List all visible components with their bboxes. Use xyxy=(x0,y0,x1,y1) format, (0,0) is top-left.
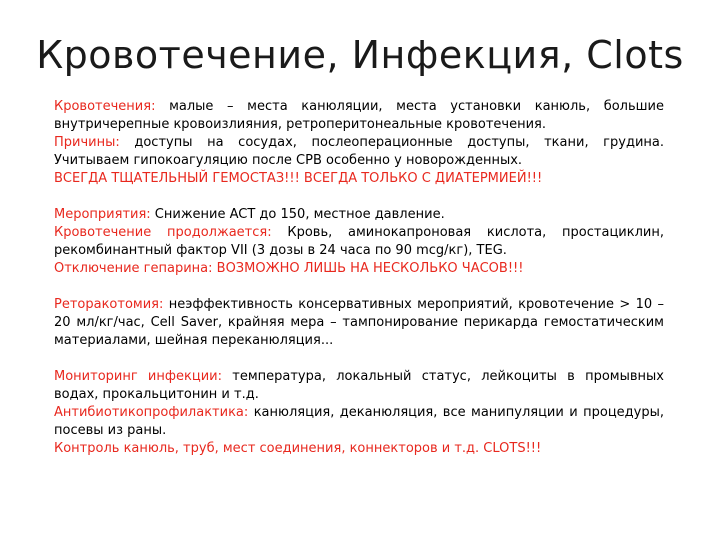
measures-text: Снижение ACT до 150, местное давление. xyxy=(150,207,445,222)
prophylaxis-text: канюляция, деканюляция, все манипуляции и процедуры, посевы из раны. xyxy=(54,405,664,438)
rethoracotomy-paragraph xyxy=(54,296,664,350)
heparin-label: Отключение гепарина: xyxy=(54,261,213,276)
infection-block xyxy=(54,368,664,458)
bleeding-block xyxy=(54,98,664,188)
prophylaxis-paragraph xyxy=(54,404,664,440)
causes-label: Причины: xyxy=(54,135,120,150)
measures-block xyxy=(54,206,664,278)
measures-paragraph xyxy=(54,206,664,224)
rethoracotomy-text: неэффективность консервативных мероприятий, кровотечение > 10 – 20 мл/кг/час, Cell Saver, крайняя мера – тампонирование перикарда гемостатическим материалами, шейная переканюляция... xyxy=(54,297,664,348)
measures-label: Мероприятия: xyxy=(54,207,151,222)
infection-monitoring-label: Мониторинг инфекции: xyxy=(54,369,222,384)
causes-text: доступы на сосудах, послеоперационные доступы, ткани, грудина. Учитываем гипокоагуляцию после CPB особенно у новорожденных. xyxy=(54,135,664,168)
bleeding-label: Кровотечения: xyxy=(54,99,156,114)
infection-monitoring-paragraph xyxy=(54,368,664,404)
continued-bleeding-text: Кровь, аминокапроновая кислота, простациклин, рекомбинантный фактор VII (3 дозы в 24 часа по 90 mcg/кг), TEG. xyxy=(54,225,664,258)
clots-control-paragraph: Контроль канюль, труб, мест соединения, коннекторов и т.д. CLOTS!!! xyxy=(54,441,542,456)
heparin-paragraph xyxy=(54,260,664,278)
slide-title: Кровотечение, Инфекция, Clots xyxy=(36,33,684,77)
bleeding-paragraph xyxy=(54,98,664,134)
continued-bleeding-paragraph xyxy=(54,224,664,260)
prophylaxis-label: Антибиотикопрофилактика: xyxy=(54,405,249,420)
bleeding-text: малые – места канюляции, места установки канюль, большие внутричерепные кровоизлияния, ретроперитонеальные кровотечения. xyxy=(54,99,664,132)
causes-paragraph xyxy=(54,134,664,170)
rethoracotomy-label: Рeторакотомия: xyxy=(54,297,164,312)
heparin-text: ВОЗМОЖНО ЛИШЬ НА НЕСКОЛЬКО ЧАСОВ!!! xyxy=(212,261,524,276)
continued-bleeding-label: Кровотечение продолжается: xyxy=(54,225,272,240)
hemostasis-warning: ВСЕГДА ТЩАТЕЛЬНЫЙ ГЕМОСТАЗ!!! ВСЕГДА ТОЛЬКО С ДИАТЕРМИЕЙ!!! xyxy=(54,171,543,186)
slide-content xyxy=(54,98,664,476)
infection-monitoring-text: температура, локальный статус, лейкоциты в промывных водах, прокальцитонин и т.д. xyxy=(54,369,664,402)
rethoracotomy-block xyxy=(54,296,664,350)
